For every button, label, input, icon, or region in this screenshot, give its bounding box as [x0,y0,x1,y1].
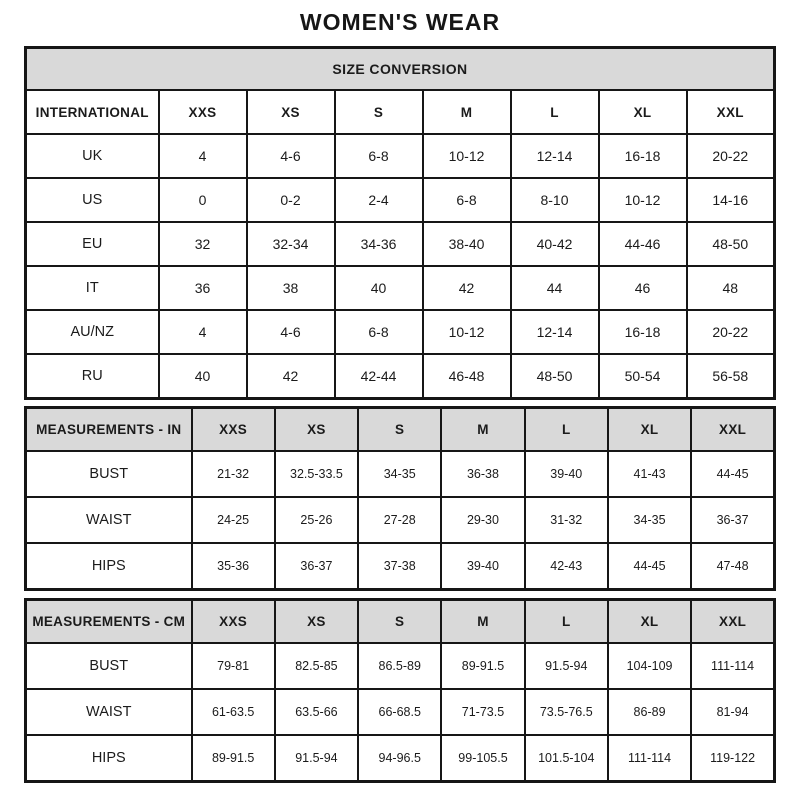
cell-value: 86-89 [608,689,691,735]
column-header: INTERNATIONAL [26,90,159,134]
row-label: WAIST [26,689,192,735]
row-label: US [26,178,159,222]
cell-value: 16-18 [599,310,687,354]
table-row [26,310,775,354]
column-header: XXS [159,90,247,134]
row-label: WAIST [26,497,192,543]
cell-value: 20-22 [687,310,775,354]
cell-value: 31-32 [525,497,608,543]
cell-value: 46-48 [423,354,511,399]
cell-value: 66-68.5 [358,689,441,735]
column-header: XXL [691,408,774,452]
cell-value: 40 [335,266,423,310]
cell-value: 29-30 [441,497,524,543]
cell-value: 94-96.5 [358,735,441,782]
cell-value: 10-12 [423,310,511,354]
cell-value: 91.5-94 [275,735,358,782]
cell-value: 99-105.5 [441,735,524,782]
cell-value: 42 [423,266,511,310]
column-header: XXL [687,90,775,134]
cell-value: 12-14 [511,134,599,178]
cell-value: 89-91.5 [192,735,275,782]
row-label: RU [26,354,159,399]
table-row [26,543,775,590]
cell-value: 44 [511,266,599,310]
cell-value: 6-8 [335,134,423,178]
cell-value: 104-109 [608,643,691,689]
cell-value: 36-37 [691,497,774,543]
cell-value: 111-114 [608,735,691,782]
column-header: XL [608,408,691,452]
cell-value: 48-50 [687,222,775,266]
table-row [26,354,775,399]
table-row [26,735,775,782]
column-header: XS [275,600,358,644]
table-row [26,222,775,266]
measurements-in-table [24,406,776,591]
column-header: M [441,408,524,452]
row-label: HIPS [26,735,192,782]
cell-value: 16-18 [599,134,687,178]
cell-value: 42 [247,354,335,399]
section-header: SIZE CONVERSION [26,48,775,91]
measurements-cm-table [24,598,776,783]
table-row [26,643,775,689]
size-conversion-table [24,46,776,400]
cell-value: 6-8 [335,310,423,354]
cell-value: 38-40 [423,222,511,266]
column-header: L [511,90,599,134]
cell-value: 21-32 [192,451,275,497]
cell-value: 61-63.5 [192,689,275,735]
cell-value: 10-12 [423,134,511,178]
cell-value: 20-22 [687,134,775,178]
table-row [26,497,775,543]
cell-value: 4-6 [247,134,335,178]
cell-value: 44-45 [691,451,774,497]
row-label: IT [26,266,159,310]
column-header: L [525,600,608,644]
cell-value: 34-35 [608,497,691,543]
cell-value: 73.5-76.5 [525,689,608,735]
cell-value: 48 [687,266,775,310]
cell-value: 38 [247,266,335,310]
section-header: MEASUREMENTS - CM [26,600,192,644]
column-header: XXL [691,600,774,644]
cell-value: 56-58 [687,354,775,399]
section-header-row [26,48,775,91]
cell-value: 0-2 [247,178,335,222]
cell-value: 14-16 [687,178,775,222]
cell-value: 86.5-89 [358,643,441,689]
cell-value: 79-81 [192,643,275,689]
table-row [26,266,775,310]
column-header: S [358,408,441,452]
cell-value: 91.5-94 [525,643,608,689]
column-header: XXS [192,600,275,644]
cell-value: 4-6 [247,310,335,354]
measurements-cm-body [26,600,775,782]
column-header: XXS [192,408,275,452]
cell-value: 39-40 [441,543,524,590]
cell-value: 40-42 [511,222,599,266]
column-header: S [335,90,423,134]
cell-value: 10-12 [599,178,687,222]
row-label: HIPS [26,543,192,590]
cell-value: 32.5-33.5 [275,451,358,497]
cell-value: 42-43 [525,543,608,590]
cell-value: 27-28 [358,497,441,543]
size-conversion-body [26,48,775,399]
column-header: M [441,600,524,644]
row-label: EU [26,222,159,266]
column-header-row [26,600,775,644]
cell-value: 4 [159,310,247,354]
cell-value: 39-40 [525,451,608,497]
column-header: L [525,408,608,452]
cell-value: 4 [159,134,247,178]
cell-value: 35-36 [192,543,275,590]
cell-value: 81-94 [691,689,774,735]
cell-value: 36 [159,266,247,310]
table-row [26,178,775,222]
cell-value: 24-25 [192,497,275,543]
cell-value: 32 [159,222,247,266]
page-title: WOMEN'S WEAR [299,9,501,35]
table-row [26,451,775,497]
cell-value: 34-36 [335,222,423,266]
column-header: XS [275,408,358,452]
row-label: BUST [26,451,192,497]
table-row [26,689,775,735]
section-header: MEASUREMENTS - IN [26,408,192,452]
cell-value: 71-73.5 [441,689,524,735]
cell-value: 46 [599,266,687,310]
column-header-row [26,90,775,134]
column-header: XS [247,90,335,134]
cell-value: 89-91.5 [441,643,524,689]
cell-value: 82.5-85 [275,643,358,689]
measurements-in-body [26,408,775,590]
cell-value: 12-14 [511,310,599,354]
cell-value: 111-114 [691,643,774,689]
cell-value: 36-38 [441,451,524,497]
cell-value: 50-54 [599,354,687,399]
cell-value: 101.5-104 [525,735,608,782]
table-row [26,134,775,178]
cell-value: 8-10 [511,178,599,222]
cell-value: 36-37 [275,543,358,590]
cell-value: 34-35 [358,451,441,497]
row-label: AU/NZ [26,310,159,354]
column-header: XL [599,90,687,134]
cell-value: 119-122 [691,735,774,782]
cell-value: 63.5-66 [275,689,358,735]
cell-value: 47-48 [691,543,774,590]
column-header-row [26,408,775,452]
cell-value: 37-38 [358,543,441,590]
cell-value: 2-4 [335,178,423,222]
cell-value: 48-50 [511,354,599,399]
cell-value: 32-34 [247,222,335,266]
cell-value: 0 [159,178,247,222]
column-header: XL [608,600,691,644]
column-header: M [423,90,511,134]
cell-value: 44-45 [608,543,691,590]
cell-value: 6-8 [423,178,511,222]
row-label: UK [26,134,159,178]
cell-value: 40 [159,354,247,399]
cell-value: 41-43 [608,451,691,497]
cell-value: 25-26 [275,497,358,543]
cell-value: 44-46 [599,222,687,266]
column-header: S [358,600,441,644]
row-label: BUST [26,643,192,689]
cell-value: 42-44 [335,354,423,399]
